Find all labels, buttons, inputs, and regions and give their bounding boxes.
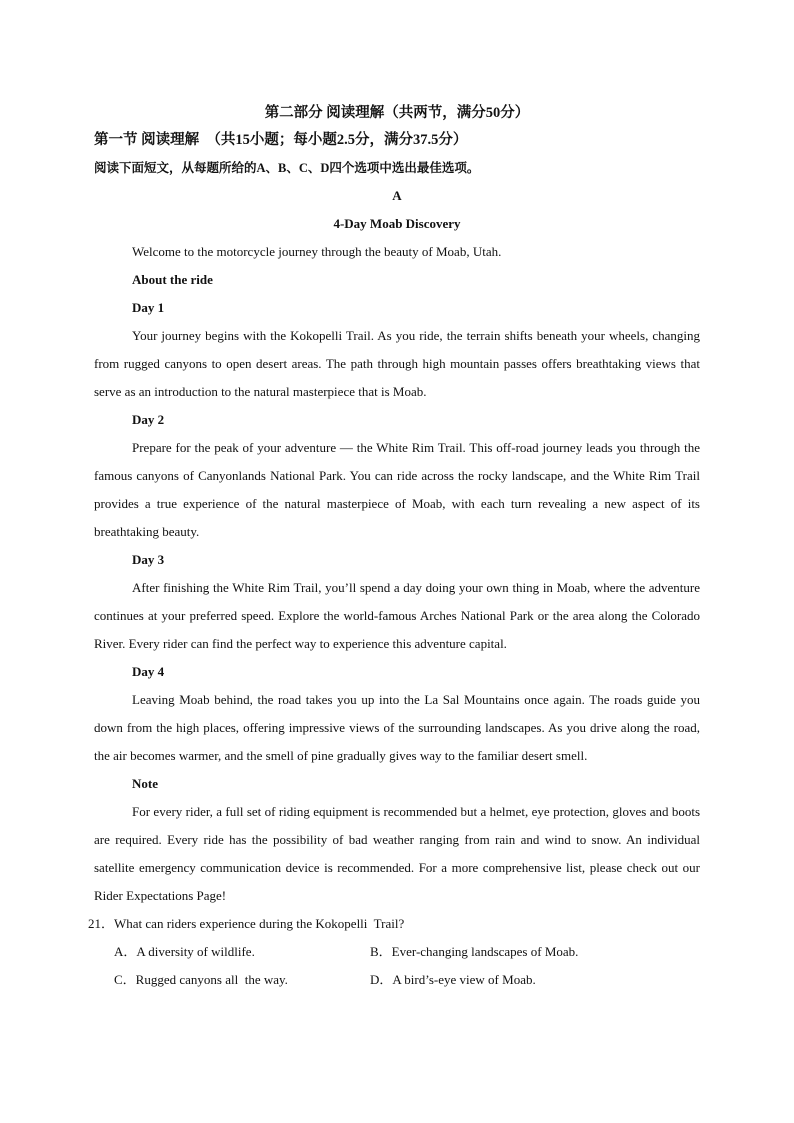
day-4-heading: Day 4 <box>132 664 165 679</box>
day-3-heading: Day 3 <box>132 552 165 567</box>
day-2-heading: Day 2 <box>132 412 165 427</box>
section-title: 第一节 阅读理解 （共15小题；每小题2.5分，满分37.5分） <box>94 132 468 148</box>
day-4-text: Leaving Moab behind, the road takes you up into the La Sal Mountains once again. The roads guide you down from the high places, offering impressive views of the surrounding landscapes. As you drive along the road, the air becomes warmer, and the smell of pine gradually gives way to the familiar desert smell. <box>94 692 700 763</box>
question-21-stem: 21．What can riders experience during the Kokopelli Trail? <box>88 916 405 931</box>
day-2-text: Prepare for the peak of your adventure — the White Rim Trail. This off-road journey leads you through the famous canyons of Canyonlands National Park. You can ride across the rocky landscape, and the White Rim Trail provides a true experience of the natural masterpiece of Moab, with each turn revealing a new aspect of its breathtaking beauty. <box>94 440 700 539</box>
option-a: A．A diversity of wildlife. <box>114 944 255 959</box>
instructions: 阅读下面短文，从每题所给的A、B、C、D四个选项中选出最佳选项。 <box>94 161 480 175</box>
option-d: D．A bird’s-eye view of Moab. <box>370 972 536 987</box>
option-b: B．Ever-changing landscapes of Moab. <box>370 944 579 959</box>
part-title: 第二部分 阅读理解（共两节，满分50分） <box>264 105 530 121</box>
passage-title: 4-Day Moab Discovery <box>333 216 461 231</box>
note-heading: Note <box>132 776 158 791</box>
exam-page <box>88 100 700 994</box>
question-21-options <box>114 938 700 994</box>
option-c: C．Rugged canyons all the way. <box>114 972 288 987</box>
day-3-text: After finishing the White Rim Trail, you’ll spend a day doing your own thing in Moab, where the adventure continues at your preferred speed. Explore the world-famous Arches National Park or the area along the Colorado River. Every rider can find the perfect way to experience this adventure capital. <box>94 580 700 651</box>
day-1-text: Your journey begins with the Kokopelli Trail. As you ride, the terrain shifts beneath your wheels, changing from rugged canyons to open desert areas. The path through high mountain passes offers breathtaking views that serve as an introduction to the natural masterpiece that is Moab. <box>94 328 700 399</box>
passage-letter: A <box>392 188 402 203</box>
note-text: For every rider, a full set of riding equipment is recommended but a helmet, eye protection, gloves and boots are required. Every ride has the possibility of bad weather ranging from rain and wind to snow. An individual satellite emergency communication device is recommended. For a more comprehensive list, please check out our Rider Expectations Page! <box>94 804 700 903</box>
passage-intro: Welcome to the motorcycle journey through the beauty of Moab, Utah. <box>132 244 502 259</box>
about-heading: About the ride <box>132 272 213 287</box>
day-1-heading: Day 1 <box>132 300 165 315</box>
